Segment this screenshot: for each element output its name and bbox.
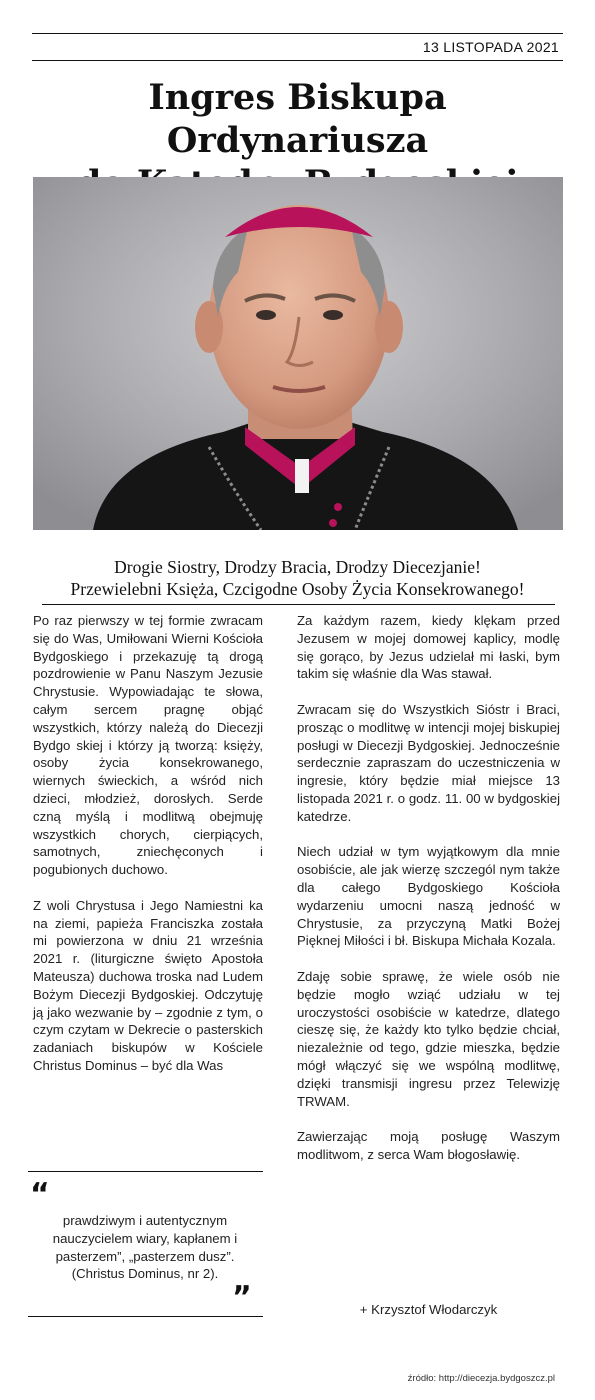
- title-line-1: Ingres Biskupa Ordynariusza: [148, 77, 447, 161]
- quote-bottom-rule: [28, 1316, 263, 1317]
- salutation: [20, 556, 575, 600]
- left-paragraph-2: Z woli Chrystusa i Jego Namiestni ka na ziemi, papieża Franciszka została mi powierzona w dniu 21 września 2021 r. (liturgiczne święto Apostoła Mateusza) duchowa troska nad Ludem Bożym Diecezji Bydgoskiej. Odczytuję ją jako wezwanie by – zgodnie z tym, o czym czytam w Dekrecie o pasterskich zadaniach biskupów w Kościele Christus Dominus – być dla Was: [33, 897, 263, 1073]
- salutation-line-2: Przewielebni Księża, Czcigodne Osoby Życia Konsekrowanego!: [70, 579, 525, 599]
- salutation-rule: [42, 604, 555, 605]
- salutation-line-1: Drogie Siostry, Drodzy Bracia, Drodzy Diecezjanie!: [114, 557, 481, 577]
- right-column: [297, 612, 560, 1182]
- left-paragraph-1: Po raz pierwszy w tej formie zwracam się do Was, Umiłowani Wierni Kościoła Bydgoskiego i przekazuję tą drogą pozdrowienie w Panu Naszym Jezusie Chrystusie. Wypowiadając te słowa, całym sercem pragnę objąć wszystkich, którzy należą do Diecezji Bydgo skiej i którzy ją tworzą: księży, osoby życia konsekrowanego, wiernych świeckich, a wśród nich dzieci, młodzież, dorosłych. Serde czną myślą i modlitwą obejmuję wszystkich chorych, cierpiących, samotnych, zniechęconych i pogubionych duchowo.: [33, 613, 263, 878]
- close-quote-icon: ”: [232, 1280, 248, 1315]
- right-paragraph-4: Zdaję sobie sprawę, że wiele osób nie będzie mogło wziąć udziału w tej uroczystości osobiście w katedrze, dlatego cieszę się, że każdy kto tylko będzie chciał, niezależnie od tego, gdzie mieszka, będzie mógł włączyć się we wspólną modlitwę, dzięki transmisji ingresu przez Telewizję TRWAM.: [297, 968, 560, 1109]
- right-paragraph-3: Niech udział w tym wyjątkowym dla mnie osobiście, ale jak wierzę szczegól nym także dla całego Bydgoskiego Kościoła wydarzeniu umocni naszą jedność w Chrystusie, za przyczyną Matki Bożej Pięknej Miłości i bł. Biskupa Michała Kozala.: [297, 844, 560, 949]
- open-quote-icon: “: [30, 1177, 46, 1212]
- right-paragraph-1: Za każdym razem, kiedy klękam przed Jezusem w mojej domowej kaplicy, modlę się gorąco, by Jezus udzielał mi łaski, bym takim się właśnie dla Was stawał.: [297, 613, 560, 682]
- bishop-portrait-photo: [33, 177, 563, 530]
- right-paragraph-5: Zawierzając moją posługę Waszym modlitwom, z serca Wam błogosławię.: [297, 1129, 560, 1162]
- date-rule: [32, 60, 563, 61]
- top-rule: [32, 33, 563, 34]
- signature: + Krzysztof Włodarczyk: [359, 1302, 498, 1317]
- right-paragraph-2: Zwracam się do Wszystkich Sióstr i Braci, prosząc o modlitwę w intencji mojej biskupiej posługi w Diecezji Bydgoskiej. Jednocześnie serdecznie zapraszam do uczestniczenia w ingresie, który będzie miał miejsce 13 listopada 2021 r. o godz. 11. 00 w bydgoskiej katedrze.: [297, 701, 560, 824]
- left-column: [33, 612, 263, 1093]
- pull-quote: prawdziwym i autentycznym nauczycielem wiary, kapłanem i pasterzem”, „pasterzem dusz”. (Christus Dominus, nr 2).: [52, 1213, 238, 1282]
- source-link[interactable]: źródło: http://diecezja.bydgoszcz.pl: [407, 1373, 555, 1384]
- quote-top-rule: [28, 1171, 263, 1172]
- issue-date: 13 LISTOPADA 2021: [422, 39, 559, 55]
